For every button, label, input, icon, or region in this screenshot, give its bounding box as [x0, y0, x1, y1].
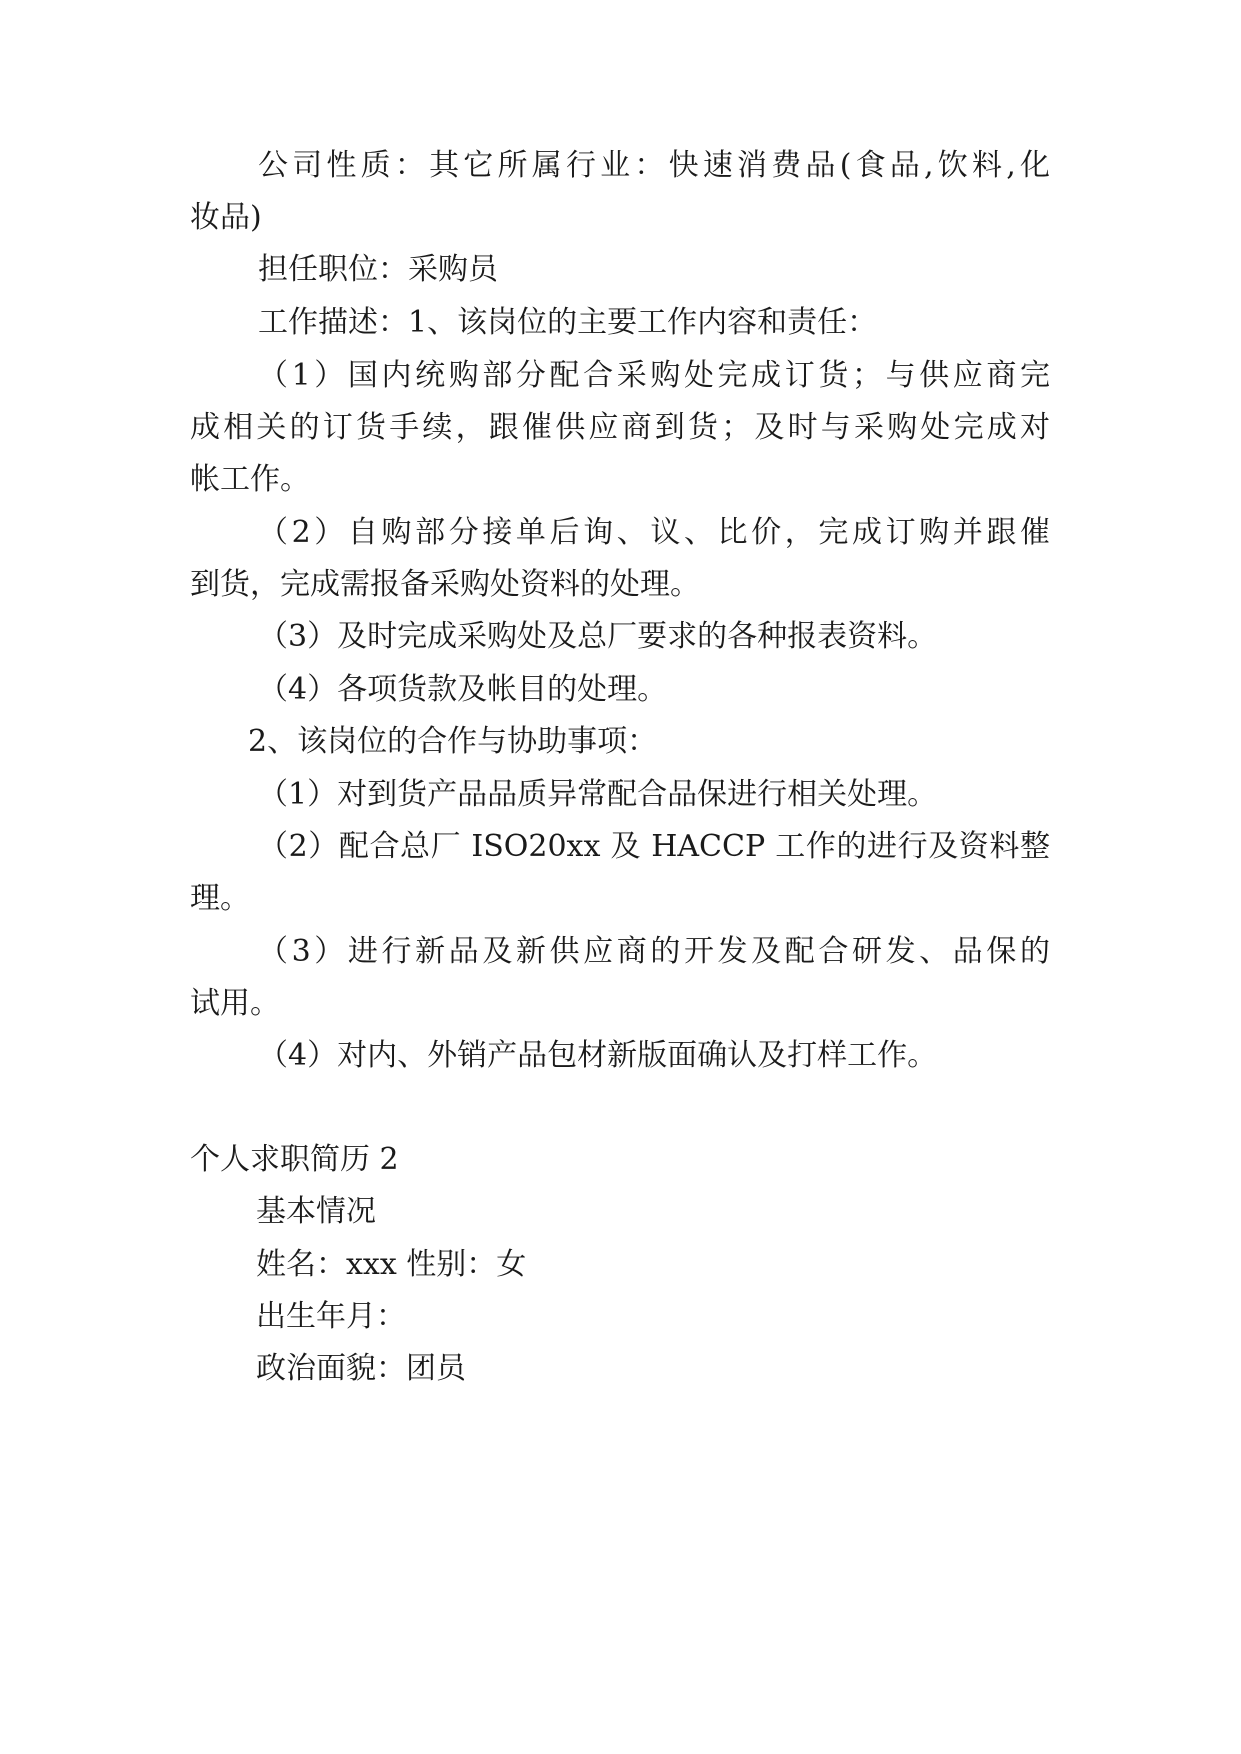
duty-1-line: （1）国内统购部分配合采购处完成订货；与供应商完 — [258, 358, 1050, 393]
duty-2-line-end: 到货，完成需报备采购处资料的处理。 — [190, 567, 700, 602]
name-gender-line: 姓名：xxx 性别：女 — [256, 1247, 527, 1282]
coop-4-line: （4）对内、外销产品包材新版面确认及打样工作。 — [258, 1038, 938, 1073]
position-line: 担任职位：采购员 — [258, 252, 498, 287]
political-status-line: 政治面貌：团员 — [256, 1351, 466, 1386]
company-nature-line: 公司性质：其它所属行业：快速消费品(食品,饮料,化 — [258, 148, 1050, 183]
resume-2-heading: 个人求职简历 2 — [190, 1142, 399, 1177]
coop-2-line: （2）配合总厂 ISO20xx 及 HACCP 工作的进行及资料整 — [258, 829, 1050, 864]
cooperation-heading: 2、该岗位的合作与协助事项： — [248, 724, 658, 759]
duty-4-line: （4）各项货款及帐目的处理。 — [258, 672, 668, 707]
job-description-line: 工作描述：1、该岗位的主要工作内容和责任： — [258, 305, 878, 340]
coop-1-line: （1）对到货产品品质异常配合品保进行相关处理。 — [258, 777, 938, 812]
basic-info-heading: 基本情况 — [256, 1194, 376, 1229]
company-nature-line-cont: 妆品) — [190, 200, 262, 235]
coop-3-line-end: 试用。 — [190, 986, 280, 1021]
coop-3-line: （3）进行新品及新供应商的开发及配合研发、品保的 — [258, 934, 1050, 969]
birth-date-line: 出生年月： — [256, 1299, 406, 1334]
duty-3-line: （3）及时完成采购处及总厂要求的各种报表资料。 — [258, 619, 938, 654]
duty-2-line: （2）自购部分接单后询、议、比价，完成订购并跟催 — [258, 515, 1050, 550]
duty-1-line-end: 帐工作。 — [190, 462, 310, 497]
duty-1-line-cont: 成相关的订货手续，跟催供应商到货；及时与采购处完成对 — [190, 410, 1050, 445]
coop-2-line-end: 理。 — [190, 881, 250, 916]
